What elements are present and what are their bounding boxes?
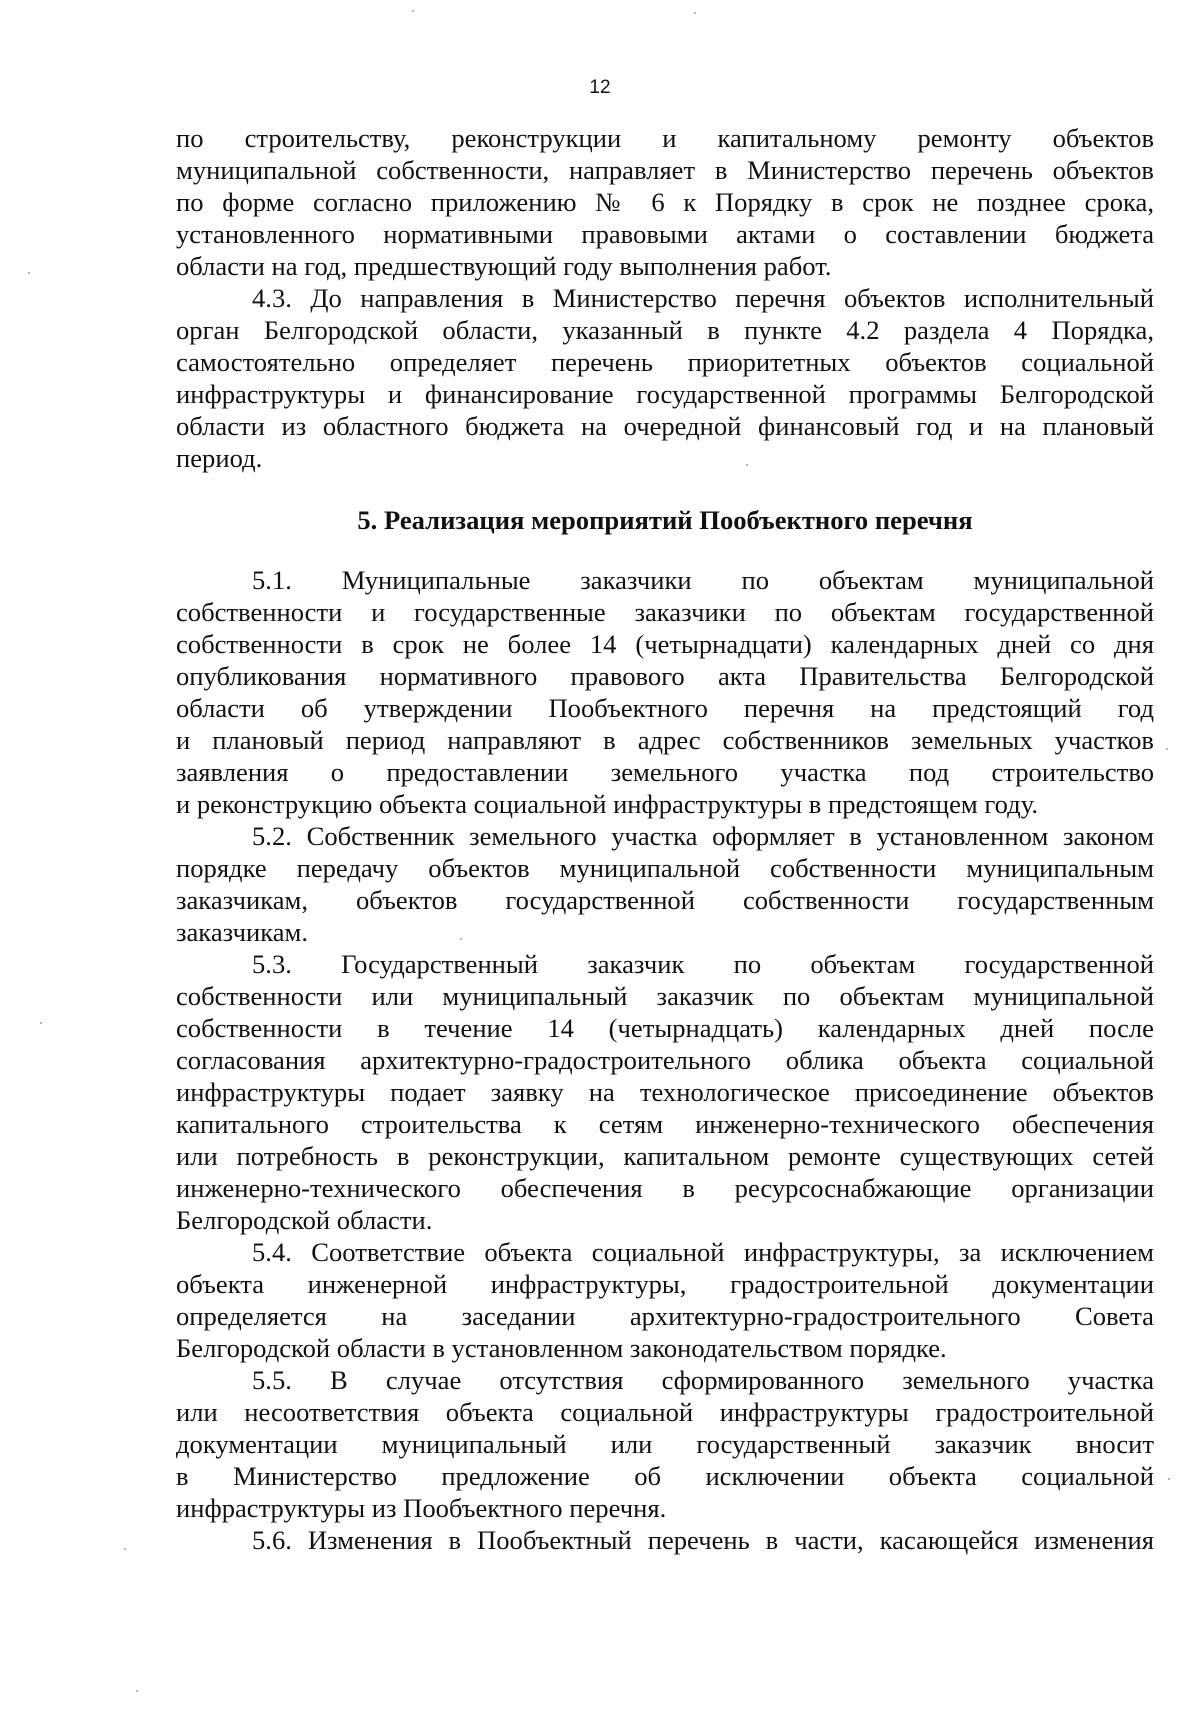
scan-speck — [694, 12, 696, 14]
text-line: собственности в течение 14 (четырнадцать) календарных дней после — [176, 1013, 1154, 1043]
text-line: орган Белгородской области, указанный в пункте 4.2 раздела 4 Порядка, — [176, 315, 1154, 345]
text-line: документации муниципальный или государственный заказчик вносит — [176, 1429, 1154, 1459]
text-line: по строительству, реконструкции и капитальному ремонту объектов — [176, 123, 1154, 153]
text-line: заказчикам. — [176, 917, 309, 947]
text-line: самостоятельно определяет перечень приоритетных объектов социальной — [176, 347, 1154, 377]
text-line: 5.5. В случае отсутствия сформированного земельного участка — [252, 1365, 1154, 1395]
scan-speck — [412, 10, 414, 12]
text-line: 4.3. До направления в Министерство перечня объектов исполнительный — [252, 283, 1154, 313]
text-line: согласования архитектурно-градостроительного облика объекта социальной — [176, 1045, 1154, 1075]
text-line: заявления о предоставлении земельного участка под строительство — [176, 757, 1154, 787]
page-number: 12 — [589, 77, 611, 98]
text-line: период. — [176, 443, 263, 473]
scan-speck — [1166, 748, 1168, 750]
text-line: 5.3. Государственный заказчик по объектам государственной — [252, 949, 1154, 979]
text-line: и реконструкцию объекта социальной инфраструктуры в предстоящем году. — [176, 789, 1038, 819]
text-line: области об утверждении Пообъектного перечня на предстоящий год — [176, 693, 1154, 723]
text-line: 5.1. Муниципальные заказчики по объектам муниципальной — [252, 565, 1154, 595]
section-heading: 5. Реализация мероприятий Пообъектного перечня — [357, 505, 973, 535]
text-line: собственности в срок не более 14 (четырнадцати) календарных дней со дня — [176, 629, 1154, 659]
text-line: капитального строительства к сетям инженерно-технического обеспечения — [176, 1109, 1154, 1139]
text-line: определяется на заседании архитектурно-градостроительного Совета — [176, 1301, 1154, 1331]
scan-speck — [460, 938, 462, 940]
text-line: Белгородской области. — [176, 1205, 433, 1235]
text-line: области из областного бюджета на очередной финансовый год и на плановый — [176, 411, 1154, 441]
text-line: или потребность в реконструкции, капитальном ремонте существующих сетей — [176, 1141, 1154, 1171]
text-line: области на год, предшествующий году выполнения работ. — [176, 251, 832, 281]
text-line: 5.6. Изменения в Пообъектный перечень в части, касающейся изменения — [252, 1525, 1154, 1555]
scan-speck — [28, 272, 30, 274]
text-line: Белгородской области в установленном законодательством порядке. — [176, 1333, 947, 1363]
text-line: и плановый период направляют в адрес собственников земельных участков — [176, 725, 1154, 755]
text-line: установленного нормативными правовыми актами о составлении бюджета — [176, 219, 1154, 249]
text-line: инфраструктуры и финансирование государственной программы Белгородской — [176, 379, 1154, 409]
text-line: или несоответствия объекта социальной инфраструктуры градостроительной — [176, 1397, 1154, 1427]
scan-speck — [136, 1690, 138, 1692]
scan-speck — [124, 1548, 126, 1550]
text-line: по форме согласно приложению № 6 к Порядку в срок не позднее срока, — [176, 187, 1154, 217]
text-line: 5.2. Собственник земельного участка оформляет в установленном законом — [252, 821, 1154, 851]
scan-speck — [1168, 1478, 1170, 1480]
text-line: собственности или муниципальный заказчик по объектам муниципальной — [176, 981, 1154, 1011]
text-line: объекта инженерной инфраструктуры, градостроительной документации — [176, 1269, 1154, 1299]
text-line: порядке передачу объектов муниципальной собственности муниципальным — [176, 853, 1154, 883]
text-line: инженерно-технического обеспечения в ресурсоснабжающие организации — [176, 1173, 1154, 1203]
text-line: 5.4. Соответствие объекта социальной инфраструктуры, за исключением — [252, 1237, 1154, 1267]
text-line: в Министерство предложение об исключении объекта социальной — [176, 1461, 1154, 1491]
document-body — [176, 122, 1154, 1556]
text-line: инфраструктуры подает заявку на технологическое присоединение объектов — [176, 1077, 1154, 1107]
text-line: заказчикам, объектов государственной собственности государственным — [176, 885, 1154, 915]
scan-speck — [40, 1022, 42, 1024]
text-line: опубликования нормативного правового акта Правительства Белгородской — [176, 661, 1154, 691]
text-line: муниципальной собственности, направляет в Министерство перечень объектов — [176, 155, 1154, 185]
text-line: собственности и государственные заказчики по объектам государственной — [176, 597, 1154, 627]
scan-speck — [746, 464, 748, 466]
text-line: инфраструктуры из Пообъектного перечня. — [176, 1493, 667, 1523]
